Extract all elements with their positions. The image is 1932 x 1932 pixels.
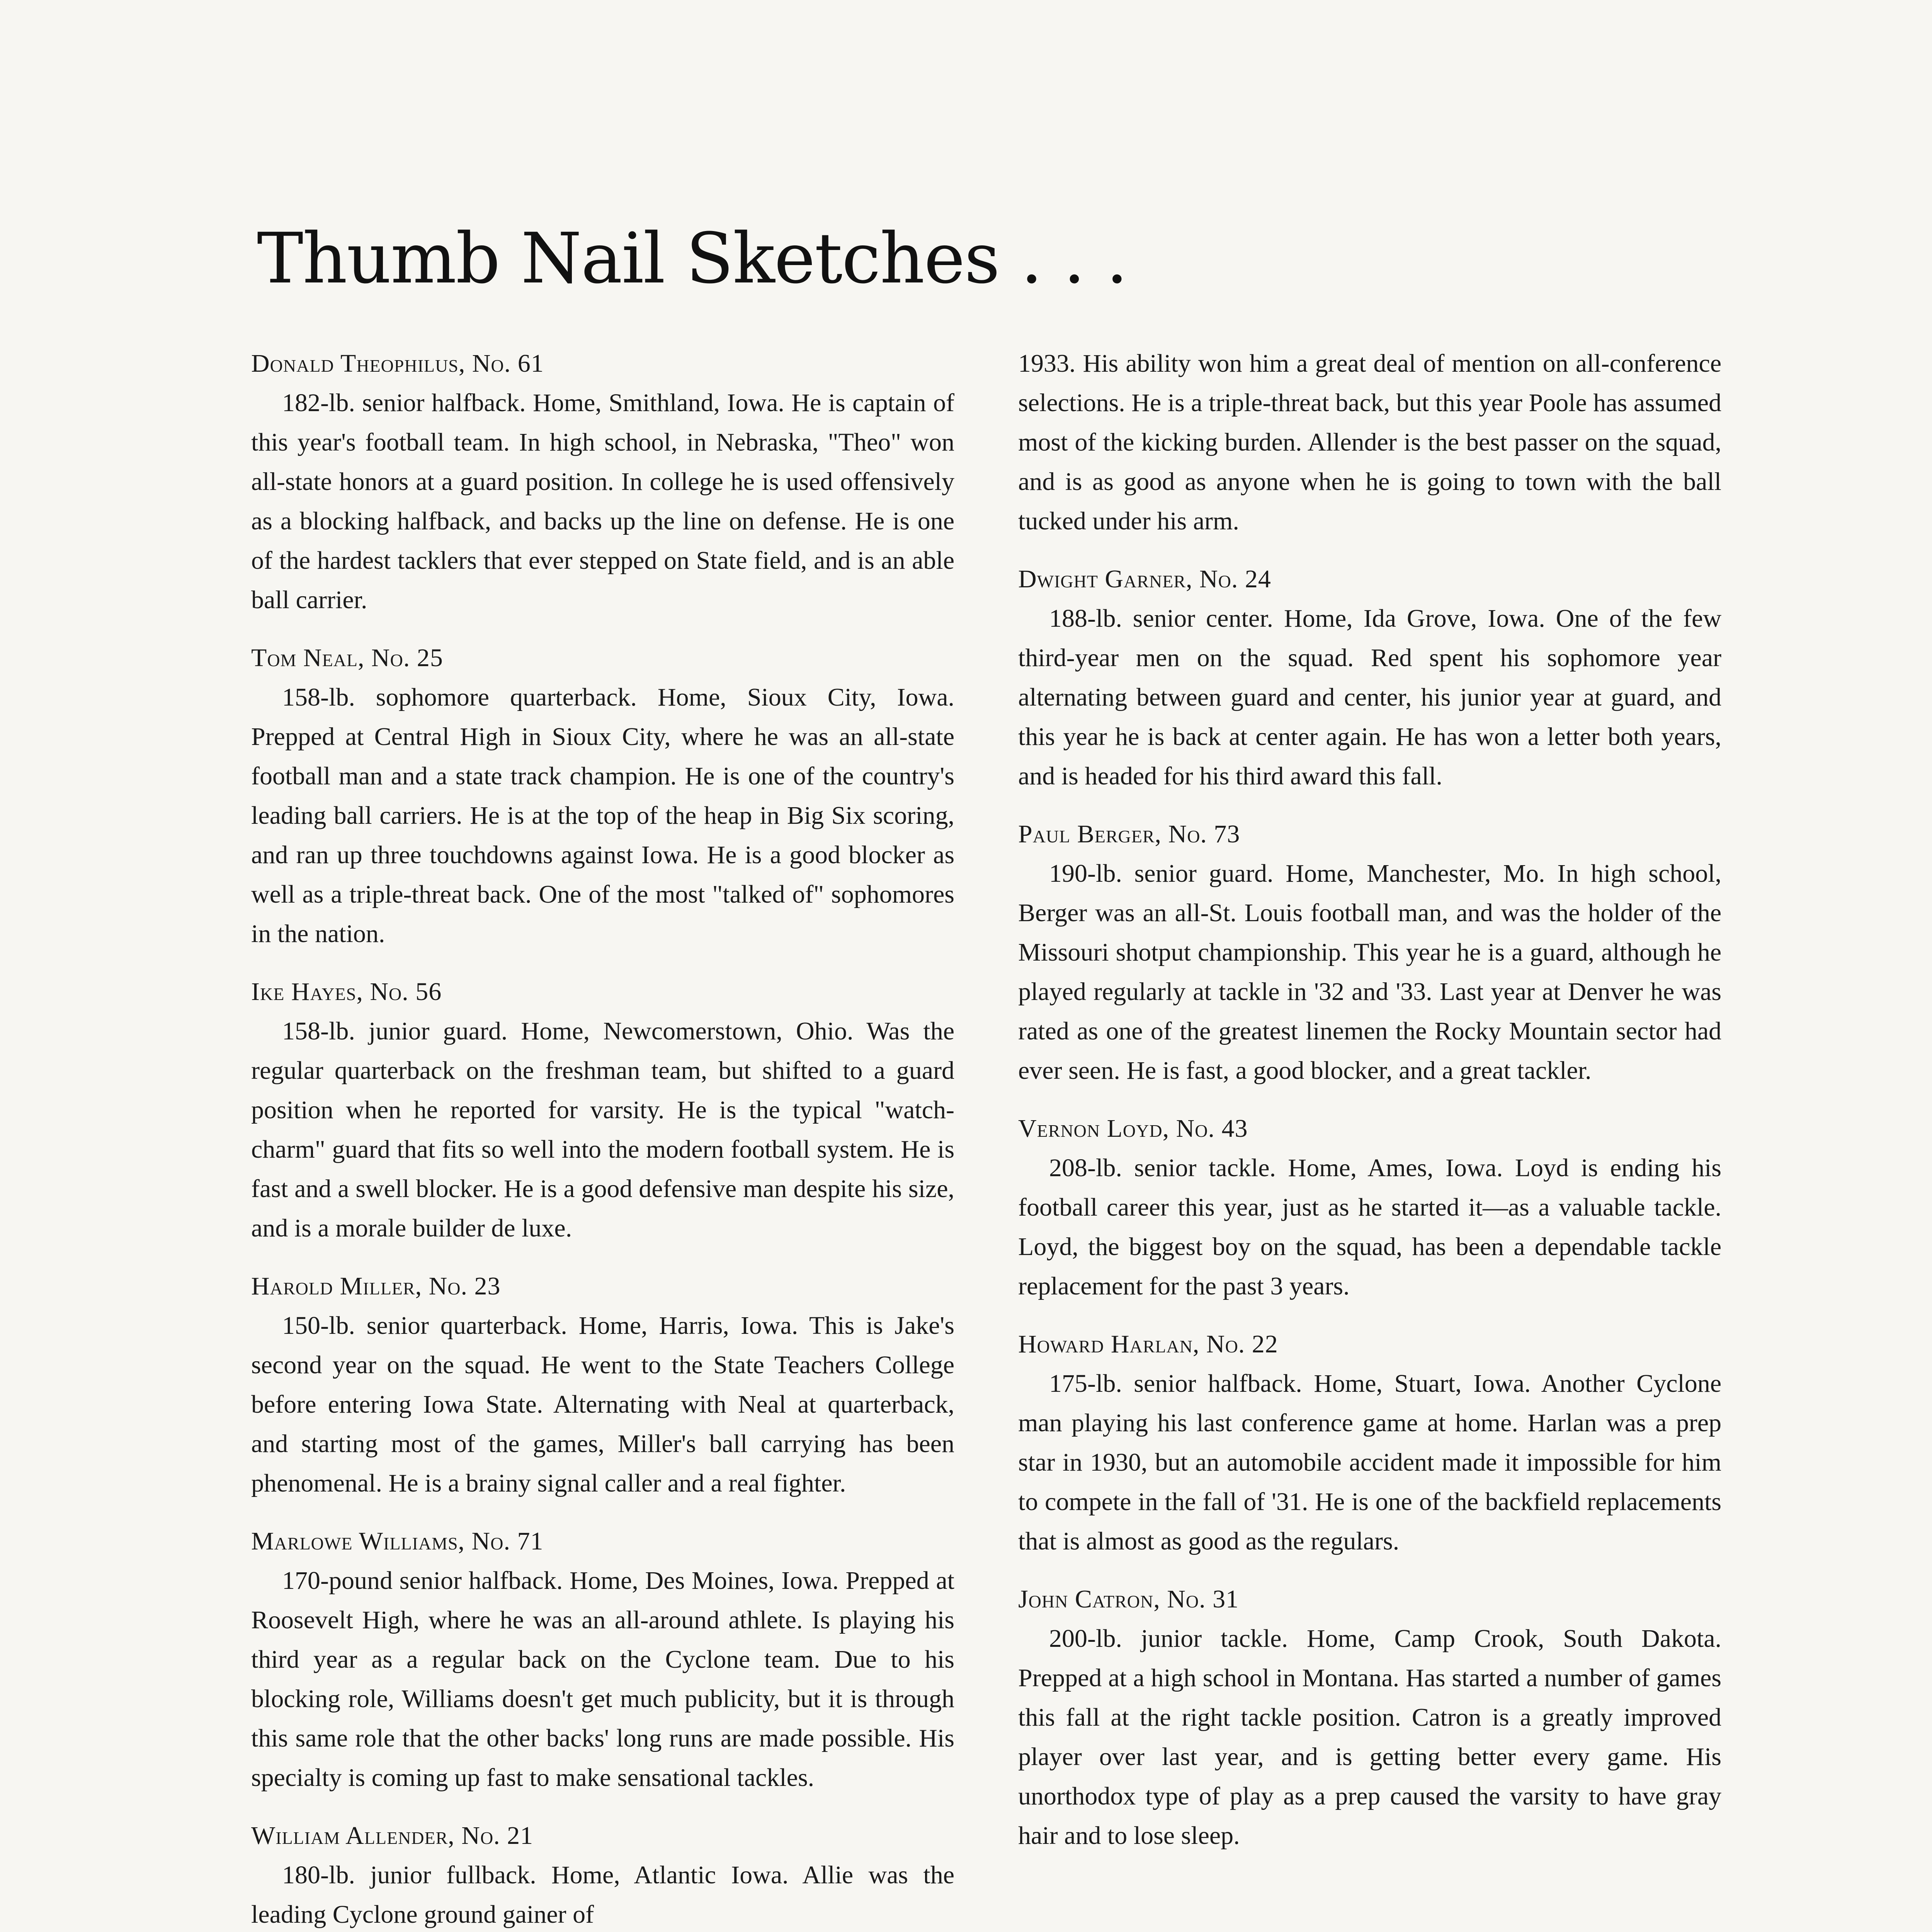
player-heading: Marlowe Williams, No. 71 <box>251 1527 544 1555</box>
player-description: 150-lb. senior quarterback. Home, Harris, Iowa. This is Jake's second year on the squad. He went to the State Teachers College before entering Iowa State. Alternating with Neal at quarterback, and starting most of the games, Miller's ball carrying has been phenomenal. He is a brainy signal caller and a real fighter. <box>251 1311 954 1497</box>
player-heading: Howard Harlan, No. 22 <box>1018 1330 1278 1358</box>
player-description: 188-lb. senior center. Home, Ida Grove, Iowa. One of the few third-year men on the squad. Red spent his sophomore year alternating between guard and center, his junior year at guard, and this year he is back at center again. He has won a letter both years, and is headed for his third award this fall. <box>1018 604 1721 790</box>
player-entry <box>251 972 954 1248</box>
player-entry <box>1018 1325 1721 1561</box>
right-column <box>1018 344 1721 1874</box>
player-entry <box>251 1267 954 1503</box>
player-entry <box>1018 560 1721 796</box>
player-heading: Dwight Garner, No. 24 <box>1018 565 1271 593</box>
player-entry <box>251 1522 954 1798</box>
player-entry <box>251 344 954 620</box>
player-entry <box>251 638 954 954</box>
player-description: 182-lb. senior halfback. Home, Smithland, Iowa. He is captain of this year's football team. In high school, in Nebraska, "Theo" won all-state honors at a guard position. In college he is used offensively as a blocking halfback, and backs up the line on defense. He is one of the hardest tacklers that ever stepped on State field, and is an able ball carrier. <box>251 389 954 614</box>
player-description: 208-lb. senior tackle. Home, Ames, Iowa. Loyd is ending his football career this year, just as he started it—as a valuable tackle. Loyd, the biggest boy on the squad, has been a dependable tackle replacement for the past 3 years. <box>1018 1154 1721 1300</box>
player-heading: Donald Theophilus, No. 61 <box>251 349 544 378</box>
player-entry <box>251 1816 954 1932</box>
player-heading: John Catron, No. 31 <box>1018 1585 1239 1613</box>
player-entry <box>1018 815 1721 1090</box>
player-description: 190-lb. senior guard. Home, Manchester, Mo. In high school, Berger was an all-St. Louis football man, and was the holder of the Missouri shotput championship. This year he is a guard, although he played regularly at tackle in '32 and '33. Last year at Denver he was rated as one of the greatest linemen the Rocky Mountain sector had ever seen. He is fast, a good blocker, and a great tackler. <box>1018 859 1721 1085</box>
player-description: 200-lb. junior tackle. Home, Camp Crook, South Dakota. Prepped at a high school in Montana. Has started a number of games this fall at the right tackle position. Catron is a greatly improved player over last year, and is getting better every game. His unorthodox type of play as a prep caused the varsity to have gray hair and to lose sleep. <box>1018 1624 1721 1850</box>
player-heading: Vernon Loyd, No. 43 <box>1018 1114 1248 1143</box>
player-entry <box>1018 1580 1721 1855</box>
left-column <box>251 344 954 1932</box>
player-heading: Harold Miller, No. 23 <box>251 1272 501 1300</box>
player-heading: Paul Berger, No. 73 <box>1018 820 1240 848</box>
player-description: 175-lb. senior halfback. Home, Stuart, Iowa. Another Cyclone man playing his last conference game at home. Harlan was a prep star in 1930, but an automobile accident made it impossible for him to compete in the fall of '31. He is one of the backfield replacements that is almost as good as the regulars. <box>1018 1369 1721 1555</box>
player-heading: William Allender, No. 21 <box>251 1821 534 1850</box>
player-description: 158-lb. sophomore quarterback. Home, Sioux City, Iowa. Prepped at Central High in Sioux City, where he was an all-state football man and a state track champion. He is one of the country's leading ball carriers. He is at the top of the heap in Big Six scoring, and ran up three touchdowns against Iowa. He is a good blocker as well as a triple-threat back. One of the most "talked of" sophomores in the nation. <box>251 683 954 948</box>
player-heading: Ike Hayes, No. 56 <box>251 978 442 1006</box>
page-title: Thumb Nail Sketches . . . <box>257 218 1128 299</box>
player-description: 158-lb. junior guard. Home, Newcomerstown, Ohio. Was the regular quarterback on the freshman team, but shifted to a guard position when he reported for varsity. He is the typical "watch-charm" guard that fits so well into the modern football system. He is fast and a swell blocker. He is a good defensive man despite his size, and is a morale builder de luxe. <box>251 1017 954 1242</box>
player-description: 170-pound senior halfback. Home, Des Moines, Iowa. Prepped at Roosevelt High, where he was an all-around athlete. Is playing his third year as a regular back on the Cyclone team. Due to his blocking role, Williams doesn't get much publicity, but it is through this same role that the other backs' long runs are made possible. His specialty is coming up fast to make sensational tackles. <box>251 1566 954 1792</box>
continued-description: 1933. His ability won him a great deal of mention on all-conference selections. He is a triple-threat back, but this year Poole has assumed most of the kicking burden. Allender is the best passer on the squad, and is as good as anyone when he is going to town with the ball tucked under his arm. <box>1018 349 1721 535</box>
player-entry <box>1018 1109 1721 1306</box>
player-heading: Tom Neal, No. 25 <box>251 644 443 672</box>
player-description: 180-lb. junior fullback. Home, Atlantic Iowa. Allie was the leading Cyclone ground gainer of <box>251 1861 954 1929</box>
